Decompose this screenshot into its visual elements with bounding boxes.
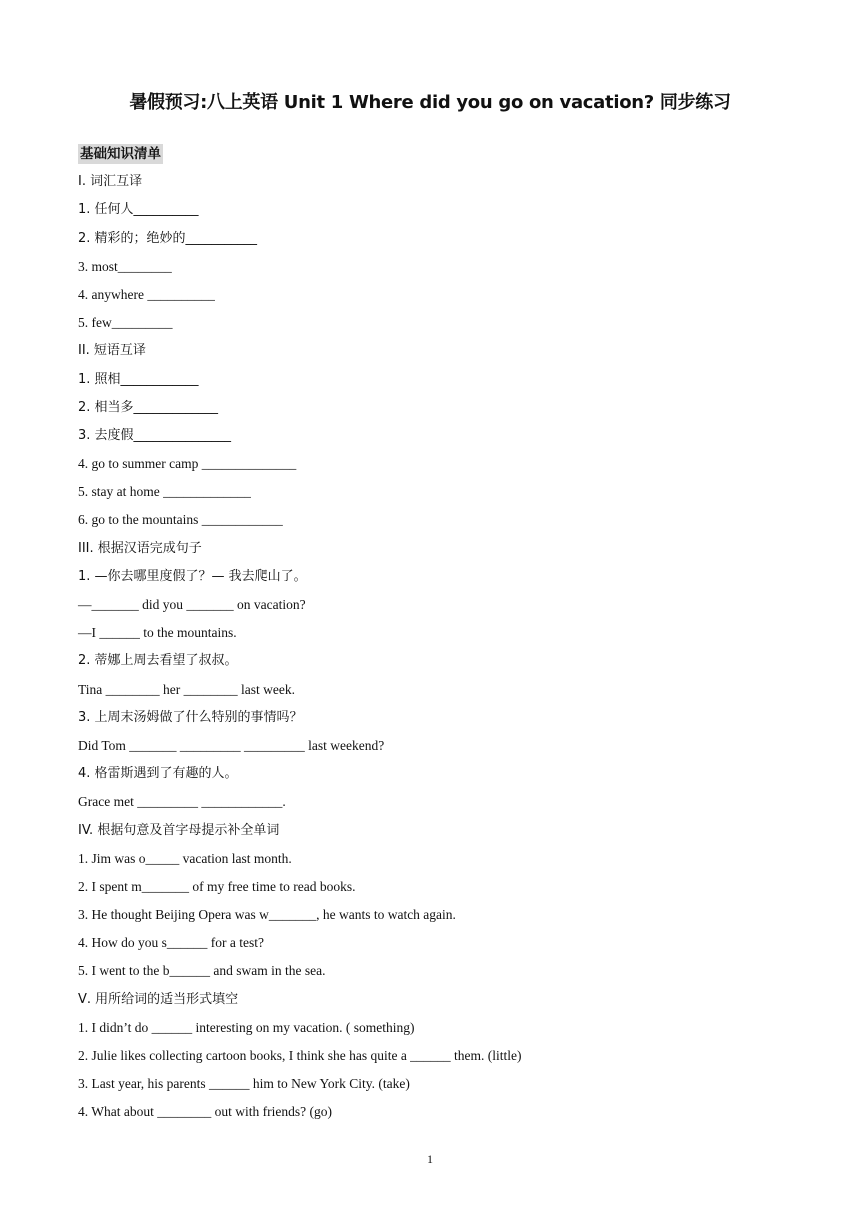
exercise-line: 1. —你去哪里度假了？— 我去爬山了。 bbox=[78, 568, 307, 584]
exercise-line: 2. I spent m_______ of my free time to read books. bbox=[78, 878, 356, 894]
exercise-line: 2. 精彩的；绝妙的___________ bbox=[78, 230, 258, 246]
exercise-line: 4. 格雷斯遇到了有趣的人。 bbox=[78, 766, 238, 782]
exercise-line: —I ______ to the mountains. bbox=[78, 625, 237, 641]
exercise-line: 3. most________ bbox=[78, 258, 172, 274]
exercise-line: 2. 蒂娜上周去看望了叔叔。 bbox=[78, 653, 238, 669]
exercise-line: 4. go to summer camp ______________ bbox=[78, 456, 297, 472]
exercise-line: 3. 去度假_______________ bbox=[78, 427, 232, 443]
exercise-line: 1. I didn’t do ______ interesting on my vacation. ( something) bbox=[78, 1019, 415, 1035]
worksheet-body bbox=[78, 140, 798, 1127]
exercise-line: 2. 相当多_____________ bbox=[78, 399, 219, 415]
page-title: 暑假预习:八上英语 Unit 1 Where did you go on vacation? 同步练习 bbox=[129, 92, 731, 113]
exercise-line: 4. What about ________ out with friends? (go) bbox=[78, 1104, 332, 1120]
section-heading: 基础知识清单 bbox=[80, 146, 161, 162]
page-number: 1 bbox=[427, 1152, 433, 1166]
section-phrases-heading: II. 短语互译 bbox=[78, 343, 146, 359]
exercise-line: 2. Julie likes collecting cartoon books, I think she has quite a ______ them. (little) bbox=[78, 1048, 522, 1063]
section-vocabulary-heading: I. 词汇互译 bbox=[78, 174, 143, 190]
exercise-line: 5. few_________ bbox=[78, 315, 173, 331]
section-heading-row bbox=[78, 140, 798, 168]
exercise-line: 4. How do you s______ for a test? bbox=[78, 935, 264, 951]
exercise-line: 1. 任何人__________ bbox=[78, 202, 199, 218]
section-sentences-heading: III. 根据汉语完成句子 bbox=[78, 540, 202, 556]
section-word-forms-heading: Ⅴ. 用所给词的适当形式填空 bbox=[78, 991, 239, 1007]
exercise-line: 5. I went to the b______ and swam in the sea. bbox=[78, 963, 326, 979]
exercise-line: 3. He thought Beijing Opera was w_______, he wants to watch again. bbox=[78, 907, 456, 923]
exercise-line: 1. Jim was o_____ vacation last month. bbox=[78, 850, 292, 866]
exercise-line: 4. anywhere __________ bbox=[78, 286, 215, 302]
exercise-line: Grace met _________ ____________. bbox=[78, 794, 286, 810]
exercise-line: 6. go to the mountains ____________ bbox=[78, 512, 283, 528]
exercise-line: 3. 上周末汤姆做了什么特别的事情吗？ bbox=[78, 709, 303, 725]
exercise-line: 1. 照相____________ bbox=[78, 371, 199, 387]
exercise-line: 5. stay at home _____________ bbox=[78, 484, 251, 500]
section-initials-heading: IV. 根据句意及首字母提示补全单词 bbox=[78, 822, 280, 838]
exercise-line: —_______ did you _______ on vacation? bbox=[78, 597, 306, 612]
exercise-line: Tina ________ her ________ last week. bbox=[78, 681, 295, 697]
exercise-line: Did Tom _______ _________ _________ last weekend? bbox=[78, 737, 385, 753]
exercise-line: 3. Last year, his parents ______ him to New York City. (take) bbox=[78, 1076, 410, 1092]
